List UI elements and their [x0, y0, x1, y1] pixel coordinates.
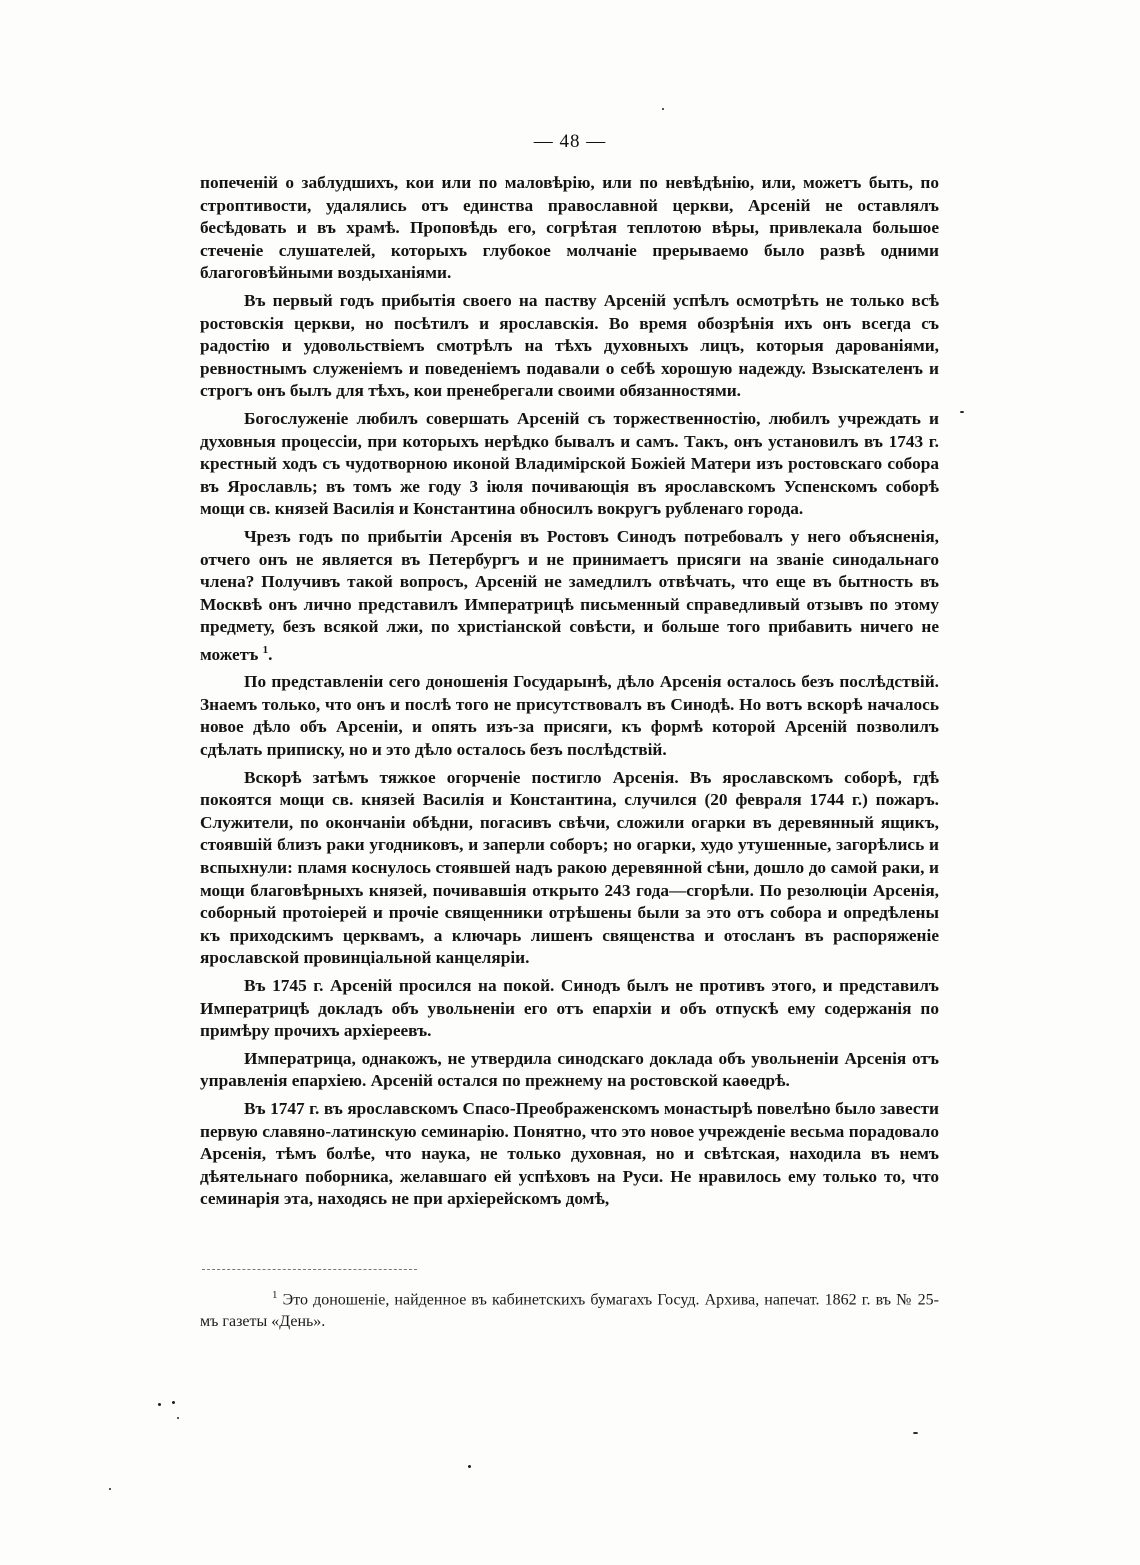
footnote-reference[interactable]: 1 — [262, 643, 269, 656]
paragraph-7: Въ 1745 г. Арсеній просился на покой. Синодъ былъ не противъ этого, и представилъ Императрицѣ докладъ объ увольненіи его отъ епархіи и объ отпускѣ ему содержанія по примѣру прочихъ архіереевъ. — [200, 975, 939, 1041]
scan-speck — [158, 1403, 161, 1406]
paragraph-2: Въ первый годъ прибытія своего на паству Арсеній успѣлъ осмотрѣть не только всѣ ростовскія церкви, но посѣтилъ и ярославскія. Во время обозрѣнія ихъ онъ всегда съ радостію и удовольствіемъ смотрѣлъ на тѣхъ духовныхъ лицъ, которыя дарованіями, ревностнымъ служеніемъ и поведеніемъ подавали о себѣ хорошую надежду. Взыскателенъ и строгъ онъ былъ для тѣхъ, кои пренебрегали своими обязанностями. — [200, 290, 939, 401]
scan-speck — [177, 1417, 179, 1419]
paragraph-4: Чрезъ годъ по прибытіи Арсенія въ Ростовъ Синодъ потребовалъ у него объясненія, отчего онъ не является въ Петербургъ и не принимаетъ присяги на званіе синодальнаго члена? Получивъ такой вопросъ, Арсеній не замедлилъ отвѣчать, что еще въ бытность въ Москвѣ онъ лично представилъ Императрицѣ письменный справедливый отзывъ по этому предмету, безъ всякой лжи, по христіанской совѣсти, и больше того прибавить ничего не можетъ $^1$. — [200, 526, 939, 664]
footnote-marker: 1 — [272, 1289, 278, 1301]
scan-speck — [468, 1465, 471, 1468]
page-number: — 48 — — [533, 131, 607, 152]
scan-speck — [913, 1432, 918, 1434]
paragraph-5: По представленіи сего доношенія Государынѣ, дѣло Арсенія осталось безъ послѣдствій. Знаемъ только, что онъ и послѣ того не присутствовалъ въ Синодѣ. Но вотъ вскорѣ началось новое дѣло объ Арсеніи, и опять изъ-за присяги, къ формѣ которой Арсеній позволилъ сдѣлать приписку, но и это дѣло осталось безъ послѣдствій. — [200, 672, 939, 760]
paragraph-9: Въ 1747 г. въ ярославскомъ Спасо-Преображенскомъ монастырѣ повелѣно было завести первую славяно-латинскую семинарію. Понятно, что это новое учрежденіе весьма порадовало Арсенія, тѣмъ болѣе, что наука, не только духовная, но и свѣтская, находила въ немъ дѣятельнаго поборника, желавшаго ей успѣховъ на Руси. Не нравилось ему только то, что семинарія эта, находясь не при архіерейскомъ домѣ, — [200, 1098, 939, 1209]
scan-speck — [960, 411, 964, 413]
paragraph-1: попеченій о заблудшихъ, кои или по маловѣрію, или по невѣдѣнію, или, можетъ быть, по строптивости, удалялись отъ единства православной церкви, Арсеній не оставлялъ бесѣдовать и въ храмѣ. Проповѣдь его, согрѣтая теплотою вѣры, привлекала большое стеченіе слушателей, которыхъ глубокое молчаніе прерываемо было развѣ одними благоговѣйными воздыханіями. — [200, 173, 939, 283]
scan-speck — [109, 1488, 111, 1490]
paragraph-6: Вскорѣ затѣмъ тяжкое огорченіе постигло Арсенія. Въ ярославскомъ соборѣ, гдѣ покоятся мощи св. князей Василія и Константина, случился (20 февраля 1744 г.) пожаръ. Служители, по окончаніи обѣдни, погасивъ свѣчи, сложили огарки въ деревянный ящикъ, стоявшій близъ раки угодниковъ, и заперли соборъ; но огарки, худо утушенные, загорѣлись и вспыхнули: пламя коснулось стоявшей надъ ракою деревянной сѣни, дошло до самой раки, и мощи благовѣрныхъ князей, почивавшія открыто 243 года—сгорѣли. По резолюціи Арсенія, соборный протоіерей и прочіе священники отрѣшены были за это отъ собора и опредѣлены къ приходскимъ церквамъ, а ключарь лишенъ священства и отосланъ въ распоряженіе ярославской провинціальной канцеляріи. — [200, 767, 939, 968]
paragraph-8: Императрица, однакожъ, не утвердила синодскаго доклада объ увольненіи Арсенія отъ управленія епархіею. Арсеній остался по прежнему на ростовской каѳедрѣ. — [200, 1048, 939, 1091]
body-text — [200, 172, 939, 1216]
footnote-text: Это доношеніе, найденное въ кабинетскихъ бумагахъ Госуд. Архива, напечат. 1862 г. въ № 25-мъ газеты «День». — [200, 1291, 940, 1331]
footnote-divider — [202, 1269, 417, 1270]
paragraph-3: Богослуженіе любилъ совершать Арсеній съ торжественностію, любилъ учреждать и духовныя процессіи, при которыхъ нерѣдко бывалъ и самъ. Такъ, онъ установилъ въ 1743 г. крестный ходъ съ чудотворною иконой Владимірской Божіей Матери изъ ростовскаго собора въ Ярославль; въ томъ же году 3 іюля почивающія въ ярославскомъ Успенскомъ соборѣ мощи св. князей Василія и Константина обносилъ вокругъ рубленаго города. — [200, 408, 939, 519]
paragraph-4-text: Чрезъ годъ по прибытіи Арсенія въ Ростовъ Синодъ потребовалъ у него объясненія, отчего онъ не является въ Петербургъ и не принимаетъ присяги на званіе синодальнаго члена? Получивъ такой вопросъ, Арсеній не замедлилъ отвѣчать, что еще въ бытность въ Москвѣ онъ лично представилъ Императрицѣ письменный справедливый отзывъ по этому предмету, безъ всякой лжи, по христіанской совѣсти, и больше того прибавить ничего не можетъ — [200, 526, 939, 664]
scan-speck — [172, 1401, 175, 1404]
scan-speck — [662, 108, 664, 110]
footnote — [200, 1284, 939, 1333]
